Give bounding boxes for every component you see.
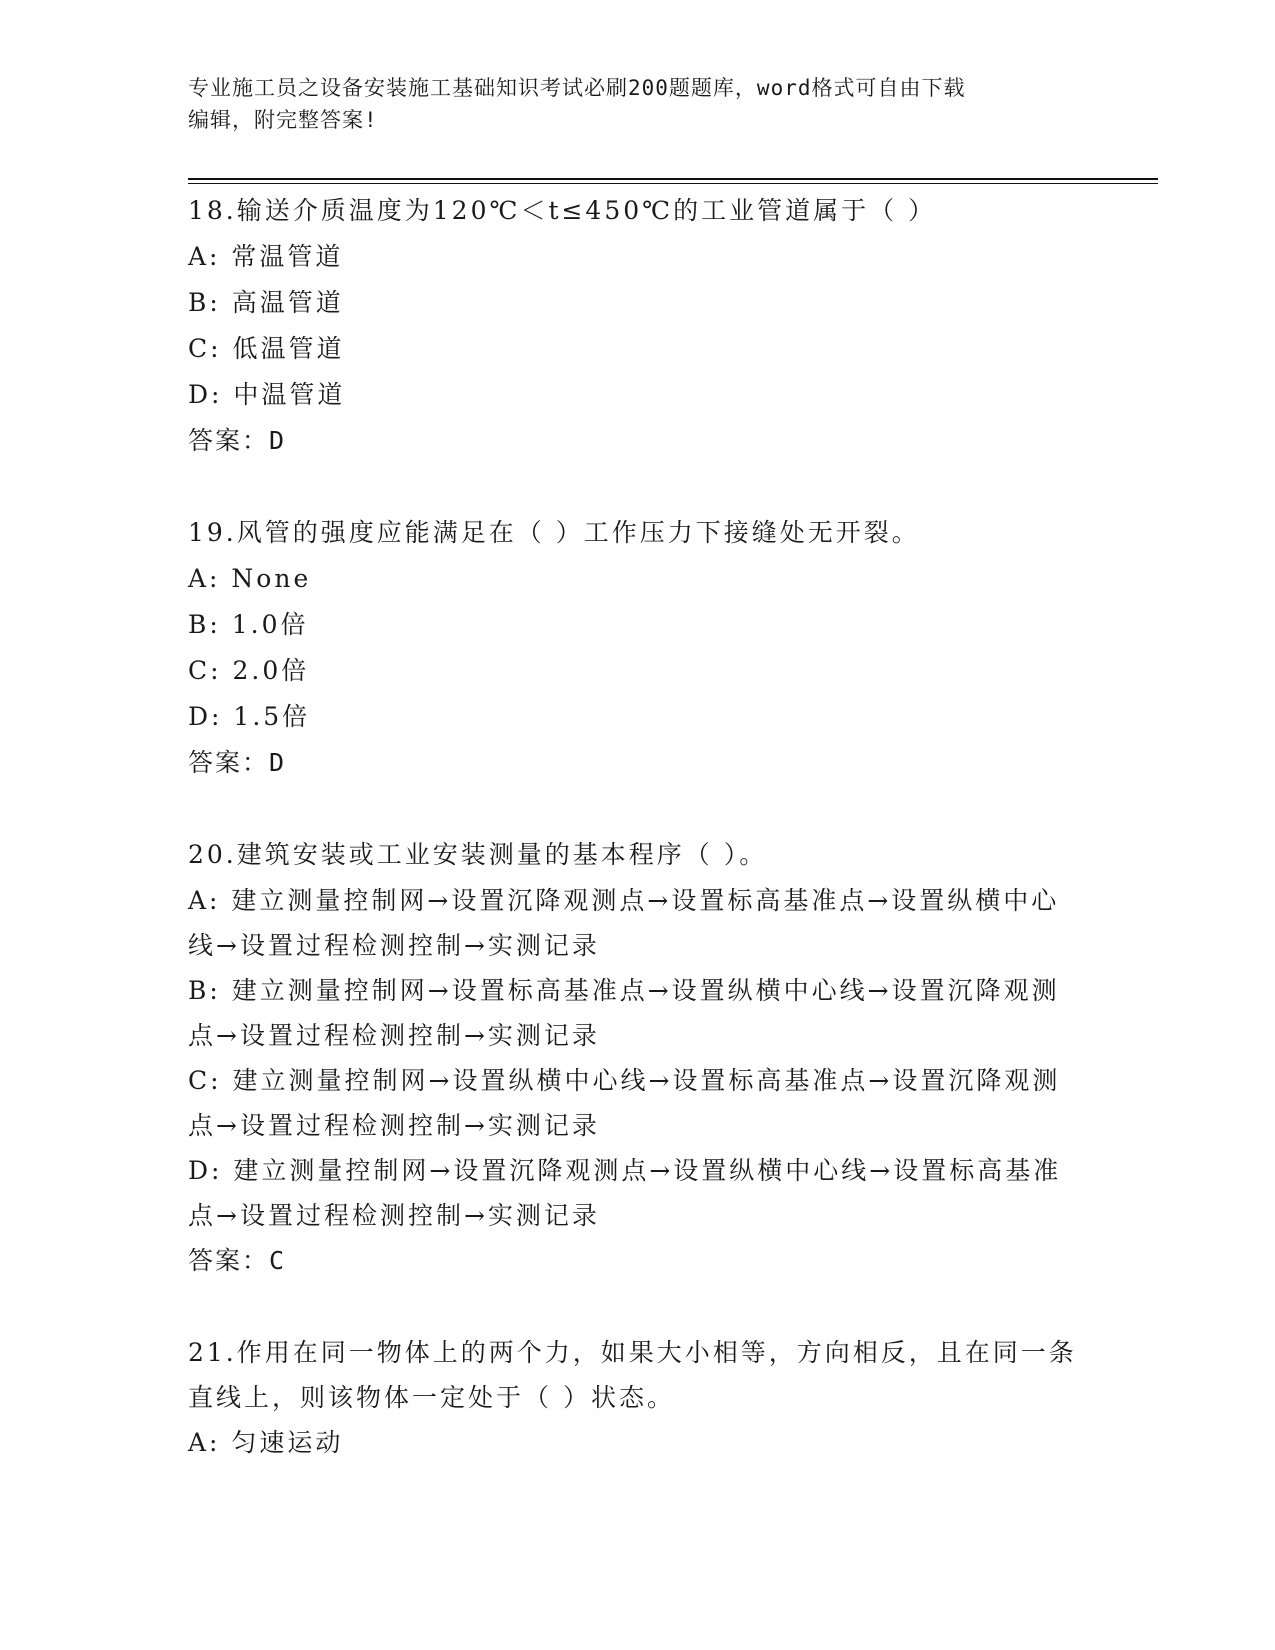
option-c: C: 建立测量控制网→设置纵横中心线→设置标高基准点→设置沉降观测点→设置过程检测控制→实测记录 [188, 1066, 1061, 1140]
option-d: D: 建立测量控制网→设置沉降观测点→设置纵横中心线→设置标高基准点→设置过程检测控制→实测记录 [188, 1156, 1062, 1230]
question-21 [188, 1330, 1088, 1466]
header-line-1: 专业施工员之设备安装施工基础知识考试必刷200题题库，word格式可自由下载 [188, 76, 966, 100]
option-d: D: 1.5倍 [188, 702, 311, 731]
option-b: B: 1.0倍 [188, 610, 309, 639]
option-b: B: 高温管道 [188, 288, 344, 317]
question-stem: 19.风管的强度应能满足在（ ）工作压力下接缝处无开裂。 [188, 518, 920, 547]
question-18 [188, 188, 1088, 464]
question-list [188, 188, 1088, 1512]
option-a: A: 常温管道 [188, 242, 344, 271]
option-b: B: 建立测量控制网→设置标高基准点→设置纵横中心线→设置沉降观测点→设置过程检测控制→实测记录 [188, 976, 1060, 1050]
document-header [188, 72, 1088, 136]
header-divider-thin [188, 183, 1158, 184]
question-stem: 20.建筑安装或工业安装测量的基本程序（ ）。 [188, 840, 768, 869]
option-a: A: None [188, 564, 312, 593]
option-a: A: 匀速运动 [188, 1428, 344, 1457]
option-c: C: 2.0倍 [188, 656, 310, 685]
header-line-2: 编辑，附完整答案! [188, 108, 378, 132]
question-stem: 18.输送介质温度为120℃＜t≤450℃的工业管道属于（ ） [188, 196, 937, 225]
question-19 [188, 510, 1088, 786]
question-20 [188, 832, 1088, 1284]
question-stem: 21.作用在同一物体上的两个力，如果大小相等，方向相反，且在同一条直线上，则该物体一定处于（ ）状态。 [188, 1338, 1077, 1412]
option-a: A: 建立测量控制网→设置沉降观测点→设置标高基准点→设置纵横中心线→设置过程检测控制→实测记录 [188, 886, 1060, 960]
header-divider-thick [188, 178, 1158, 180]
option-c: C: 低温管道 [188, 334, 345, 363]
option-d: D: 中温管道 [188, 380, 346, 409]
answer-line: 答案：D [188, 426, 287, 455]
answer-line: 答案：D [188, 748, 287, 777]
answer-line: 答案：C [188, 1246, 287, 1275]
